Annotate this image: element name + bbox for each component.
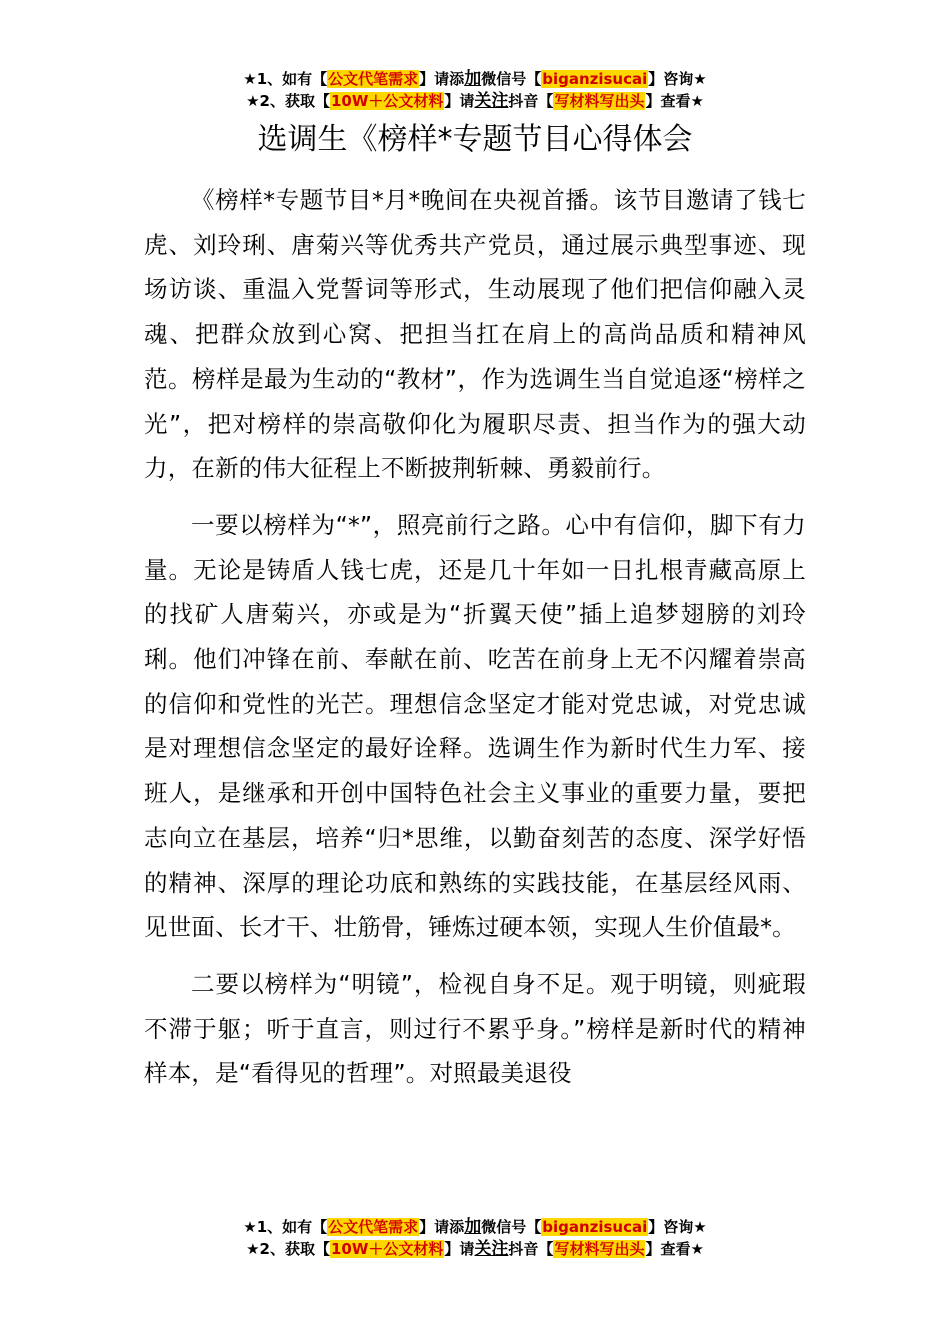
header-banner (0, 68, 950, 112)
banner-text: 抖音【 (508, 92, 554, 110)
footer-banner (0, 1216, 950, 1260)
highlight-service: 公文代笔需求 (328, 1218, 419, 1236)
banner-emphasis: 关注 (474, 1239, 509, 1259)
highlight-wechat-id: biganzisucai (542, 1218, 648, 1236)
banner-emphasis: 加 (464, 1217, 482, 1237)
banner-text: ★2、获取【 (246, 1240, 330, 1258)
highlight-materials: 10W＋公文材料 (330, 92, 444, 110)
banner-text: 】请 (444, 1240, 475, 1258)
highlight-douyin-account: 写材料写出头 (554, 1240, 645, 1258)
banner-text: 】咨询★ (648, 70, 707, 88)
banner-line-1 (0, 68, 950, 90)
paragraph-point-one: 一要以榜样为“*”，照亮前行之路。心中有信仰，脚下有力量。无论是铸盾人钱七虎，还是几十年如一日扎根青藏高原上的找矿人唐菊兴，亦或是为“折翼天使”插上追梦翅膀的刘玲琍。他们冲锋在前、奉献在前、吃苦在前身上无不闪耀着崇高的信仰和党性的光芒。理想信念坚定才能对党忠诚，对党忠诚是对理想信念坚定的最好诠释。选调生作为新时代生力军、接班人，是继承和开创中国特色社会主义事业的重要力量，要把志向立在基层，培养“归*思维，以勤奋刻苦的态度、深学好悟的精神、深厚的理论功底和熟练的实践技能，在基层经风雨、见世面、长才干、壮筋骨，锤炼过硬本领，实现人生价值最*。 (144, 510, 806, 942)
banner-text: 微信号【 (481, 1218, 542, 1236)
highlight-douyin-account: 写材料写出头 (554, 92, 645, 110)
banner-text: ★2、获取【 (246, 92, 330, 110)
banner-text: 】请添 (419, 1218, 465, 1236)
highlight-materials: 10W＋公文材料 (330, 1240, 444, 1258)
banner-line-2 (0, 1238, 950, 1260)
highlight-wechat-id: biganzisucai (542, 70, 648, 88)
document-title: 选调生《榜样*专题节目心得体会 (257, 122, 693, 157)
banner-text: 抖音【 (508, 1240, 554, 1258)
banner-text: 】请添 (419, 70, 465, 88)
banner-text: 】咨询★ (648, 1218, 707, 1236)
banner-emphasis: 关注 (474, 91, 509, 111)
banner-text: ★1、如有【 (243, 70, 328, 88)
banner-text: ★1、如有【 (243, 1218, 328, 1236)
banner-text: 】查看★ (645, 1240, 704, 1258)
highlight-service: 公文代笔需求 (328, 70, 419, 88)
banner-line-2 (0, 90, 950, 112)
banner-text: 】查看★ (645, 92, 704, 110)
banner-emphasis: 加 (464, 69, 482, 89)
document-body (144, 178, 806, 1198)
banner-text: 】请 (444, 92, 475, 110)
banner-line-1 (0, 1216, 950, 1238)
paragraph-point-two: 二要以榜样为“明镜”，检视自身不足。观于明镜，则疵瑕不滞于躯；听于直言，则过行不累乎身。”榜样是新时代的精神样本，是“看得见的哲理”。对照最美退役 (144, 969, 806, 1088)
banner-text: 微信号【 (481, 70, 542, 88)
paragraph-intro: 《榜样*专题节目*月*晚间在央视首播。该节目邀请了钱七虎、刘玲琍、唐菊兴等优秀共产党员，通过展示典型事迹、现场访谈、重温入党誓词等形式，生动展现了他们把信仰融入灵魂、把群众放到心窝、把担当扛在肩上的高尚品质和精神风范。榜样是最为生动的“教材”，作为选调生当自觉追逐“榜样之光”，把对榜样的崇高敬仰化为履职尽责、担当作为的强大动力，在新的伟大征程上不断披荆斩棘、勇毅前行。 (144, 186, 806, 483)
